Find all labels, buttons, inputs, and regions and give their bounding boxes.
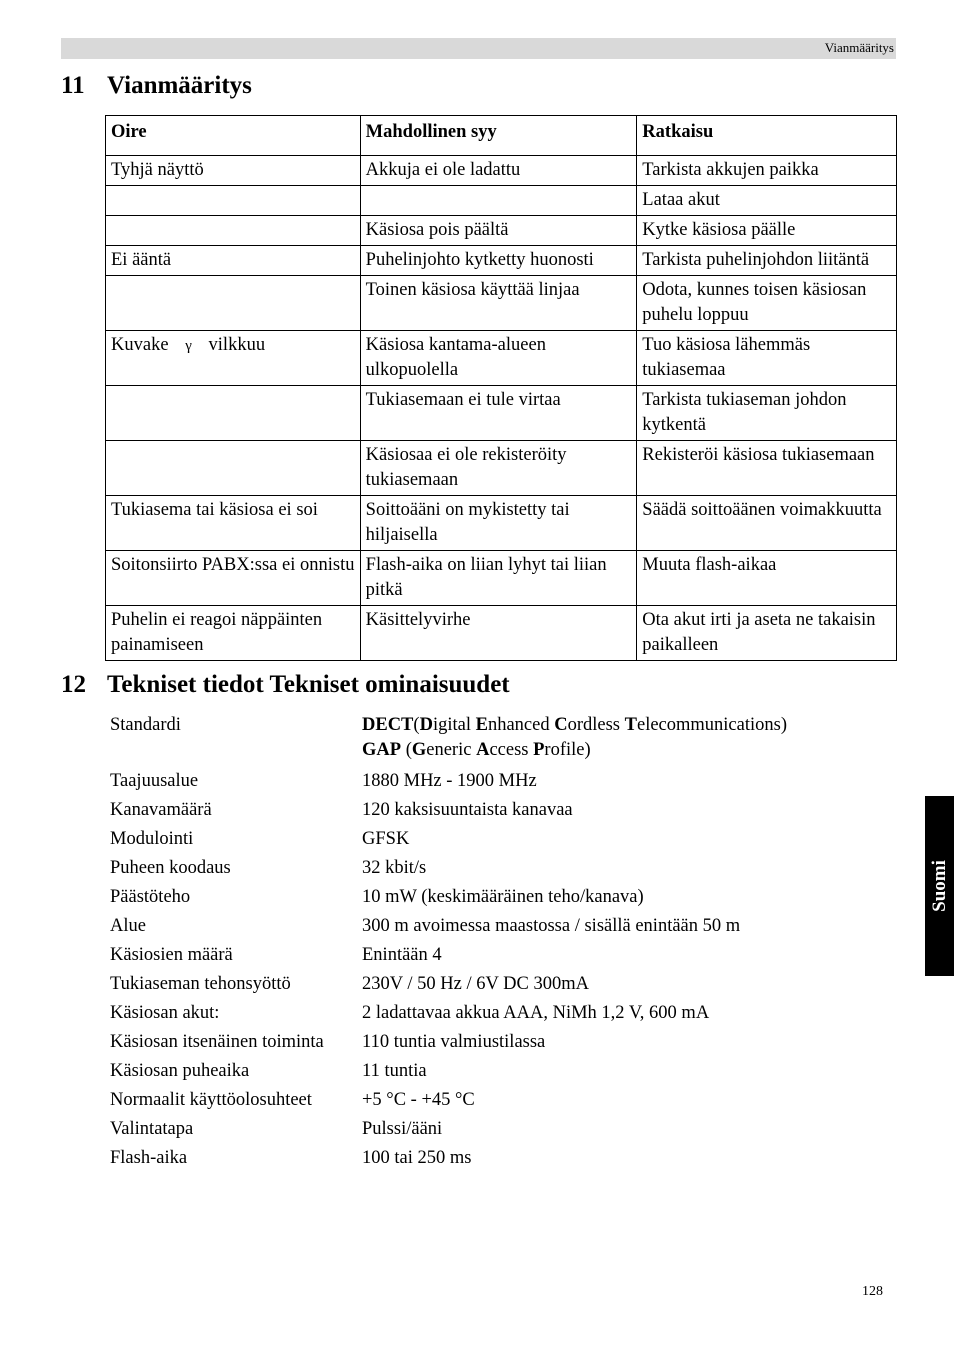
table-row	[106, 276, 897, 331]
symptom-cell: Ei ääntä	[106, 246, 361, 276]
spec-row	[110, 1057, 890, 1086]
spec-row-standard	[110, 711, 890, 767]
symptom-cell	[106, 386, 361, 441]
spec-value: 10 mW (keskimääräinen teho/kanava)	[362, 887, 644, 907]
section-number: 12	[61, 671, 86, 698]
gap-abbr: GAP	[362, 740, 402, 760]
section-11-heading	[61, 72, 252, 100]
spec-label: Kanavamäärä	[110, 800, 212, 820]
table-row	[106, 441, 897, 496]
spec-label: Valintatapa	[110, 1119, 194, 1139]
solution-cell: Tarkista akkujen paikka	[637, 156, 897, 186]
table-row	[106, 496, 897, 551]
running-header	[61, 38, 896, 59]
language-side-tab	[925, 796, 954, 976]
column-header-oire: Oire	[106, 116, 361, 156]
antenna-icon: γ	[185, 338, 192, 354]
dect-line	[362, 713, 890, 738]
table-row	[106, 246, 897, 276]
spec-label: Tukiaseman tehonsyöttö	[110, 974, 291, 994]
spec-label: Flash-aika	[110, 1148, 188, 1168]
word-rest: elecommunications)	[636, 715, 787, 735]
running-title: Vianmääritys	[824, 40, 894, 55]
cause-cell: Käsiosaa ei ole rekisteröity tukiasemaan	[360, 441, 637, 496]
word-rest: igital	[432, 715, 476, 735]
spec-row	[110, 854, 890, 883]
cause-cell: Toinen käsiosa käyttää linjaa	[360, 276, 637, 331]
symptom-cell	[106, 216, 361, 246]
word-rest: nhanced	[487, 715, 555, 735]
initial: E	[475, 715, 488, 735]
spec-label: Käsiosan akut:	[110, 1003, 220, 1023]
spec-value: 2 ladattavaa akkua AAA, NiMh 1,2 V, 600 mA	[362, 1003, 710, 1023]
spec-value: 11 tuntia	[362, 1061, 427, 1081]
spec-label: Normaalit käyttöolosuhteet	[110, 1090, 312, 1110]
spec-value: 230V / 50 Hz / 6V DC 300mA	[362, 974, 589, 994]
spec-row	[110, 970, 890, 999]
solution-cell: Rekisteröi käsiosa tukiasemaan	[637, 441, 897, 496]
spec-value: 300 m avoimessa maastossa / sisällä enintään 50 m	[362, 916, 741, 936]
spec-value: GFSK	[362, 829, 410, 849]
cause-cell: Tukiasemaan ei tule virtaa	[360, 386, 637, 441]
symptom-prefix: Kuvake	[111, 335, 169, 355]
word-rest: ordless	[567, 715, 625, 735]
column-header-syy: Mahdollinen syy	[360, 116, 637, 156]
table-header-row	[106, 116, 897, 156]
spec-row	[110, 1028, 890, 1057]
cause-cell: Käsiosa pois päältä	[360, 216, 637, 246]
spec-row	[110, 883, 890, 912]
table-row	[106, 156, 897, 186]
word-rest: eneric	[426, 740, 477, 760]
spec-row	[110, 825, 890, 854]
solution-cell: Tuo käsiosa lähemmäs tukiasemaa	[637, 331, 897, 386]
table-row	[106, 331, 897, 386]
spec-row	[110, 796, 890, 825]
symptom-cell: Tukiasema tai käsiosa ei soi	[106, 496, 361, 551]
spec-value	[362, 713, 890, 763]
spec-row	[110, 941, 890, 970]
spec-label: Päästöteho	[110, 887, 191, 907]
symptom-cell	[106, 331, 361, 386]
column-header-ratkaisu: Ratkaisu	[637, 116, 897, 156]
symptom-cell: Tyhjä näyttö	[106, 156, 361, 186]
spec-row	[110, 767, 890, 796]
language-tab-label: Suomi	[928, 860, 950, 912]
solution-cell: Tarkista tukiaseman johdon kytkentä	[637, 386, 897, 441]
spec-value: 32 kbit/s	[362, 858, 427, 878]
solution-cell: Säädä soittoäänen voimakkuutta	[637, 496, 897, 551]
spec-label: Modulointi	[110, 829, 194, 849]
spec-value: 1880 MHz - 1900 MHz	[362, 771, 537, 791]
initial: T	[624, 715, 637, 735]
symptom-suffix: vilkkuu	[208, 335, 266, 355]
solution-cell: Kytke käsiosa päälle	[637, 216, 897, 246]
solution-cell: Muuta flash-aikaa	[637, 551, 897, 606]
spec-row	[110, 999, 890, 1028]
spec-label: Taajuusalue	[110, 771, 199, 791]
paren: (	[401, 740, 412, 760]
spec-label: Käsiosien määrä	[110, 945, 233, 965]
spec-label: Käsiosan puheaika	[110, 1061, 250, 1081]
word-rest: ccess	[489, 740, 534, 760]
spec-value: Enintään 4	[362, 945, 442, 965]
symptom-cell: Puhelin ei reagoi näppäinten painamiseen	[106, 606, 361, 661]
symptom-cell	[106, 441, 361, 496]
solution-cell: Tarkista puhelinjohdon liitäntä	[637, 246, 897, 276]
cause-cell: Käsiosa kantama-alueen ulkopuolella	[360, 331, 637, 386]
initial: P	[533, 740, 545, 760]
paren: (	[413, 715, 420, 735]
spec-row	[110, 912, 890, 941]
section-number: 11	[61, 72, 85, 99]
section-title: Vianmääritys	[107, 72, 252, 99]
spec-value: +5 °C - +45 °C	[362, 1090, 475, 1110]
table-row	[106, 216, 897, 246]
solution-cell: Lataa akut	[637, 186, 897, 216]
table-row	[106, 186, 897, 216]
spec-value: 120 kaksisuuntaista kanavaa	[362, 800, 573, 820]
section-12-heading	[61, 671, 510, 699]
section-title: Tekniset tiedot Tekniset ominaisuudet	[107, 671, 510, 698]
spec-value: 110 tuntia valmiustilassa	[362, 1032, 546, 1052]
symptom-cell: Soitonsiirto PABX:ssa ei onnistu	[106, 551, 361, 606]
spec-value: 100 tai 250 ms	[362, 1148, 472, 1168]
symptom-cell	[106, 276, 361, 331]
cause-cell: Flash-aika on liian lyhyt tai liian pitkä	[360, 551, 637, 606]
troubleshooting-table	[105, 115, 897, 661]
spec-list	[110, 711, 890, 1173]
spec-label: Käsiosan itsenäinen toiminta	[110, 1032, 324, 1052]
cause-cell	[360, 186, 637, 216]
symptom-cell	[106, 186, 361, 216]
table-row	[106, 551, 897, 606]
word-rest: rofile)	[544, 740, 591, 760]
spec-label: Standardi	[110, 715, 181, 735]
initial: A	[476, 740, 490, 760]
table-row	[106, 606, 897, 661]
initial: G	[411, 740, 427, 760]
page-number: 128	[862, 1284, 883, 1299]
spec-row	[110, 1115, 890, 1144]
spec-label: Alue	[110, 916, 146, 936]
cause-cell: Käsittelyvirhe	[360, 606, 637, 661]
initial: C	[554, 715, 568, 735]
spec-value: Pulssi/ääni	[362, 1119, 443, 1139]
solution-cell: Ota akut irti ja aseta ne takaisin paikalleen	[637, 606, 897, 661]
gap-line	[362, 738, 890, 763]
spec-row	[110, 1086, 890, 1115]
spec-row	[110, 1144, 890, 1173]
cause-cell: Puhelinjohto kytketty huonosti	[360, 246, 637, 276]
dect-abbr: DECT	[362, 715, 414, 735]
spec-label: Puheen koodaus	[110, 858, 231, 878]
cause-cell: Akkuja ei ole ladattu	[360, 156, 637, 186]
table-row	[106, 386, 897, 441]
initial: D	[419, 715, 433, 735]
cause-cell: Soittoääni on mykistetty tai hiljaisella	[360, 496, 637, 551]
solution-cell: Odota, kunnes toisen käsiosan puhelu loppuu	[637, 276, 897, 331]
